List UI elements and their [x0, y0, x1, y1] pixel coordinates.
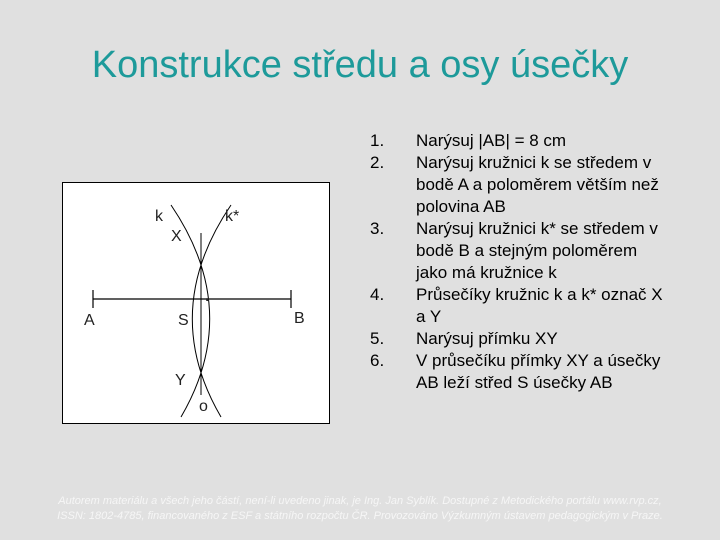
step-text: Narýsuj přímku XY: [416, 329, 558, 348]
label-k: k: [155, 208, 163, 225]
step-item: [370, 218, 670, 284]
label-x: X: [171, 228, 182, 245]
steps-list: [370, 130, 670, 394]
label-b: B: [294, 310, 305, 327]
footer-credits: Autorem materiálu a všech jeho částí, není-li uvedeno jinak, je Ing. Jan Syblík. Dostupné z Metodického portálu www.rvp.cz, ISSN: 1802-4785, financovaného z ESF a státního rozpočtu ČR. Provozováno Výzkumným ústavem pedagogickým v Praze.: [57, 495, 663, 522]
step-number: 1.: [370, 131, 385, 150]
step-number: 5.: [370, 329, 385, 348]
step-number: 2.: [370, 153, 385, 172]
construction-figure: [62, 182, 330, 424]
step-text: Narýsuj kružnici k* se středem v bodě B a stejným poloměrem jako má kružnice k: [416, 219, 658, 282]
circle-k-star-arc: [192, 205, 231, 417]
step-number: 3.: [370, 219, 385, 238]
label-k-star: k*: [225, 208, 240, 225]
step-text: V průsečíku přímky XY a úsečky AB leží střed S úsečky AB: [416, 351, 661, 392]
step-number: 4.: [370, 285, 385, 304]
label-y: Y: [175, 372, 186, 389]
step-text: Průsečíky kružnic k a k* označ X a Y: [416, 285, 663, 326]
step-number: 6.: [370, 351, 385, 370]
label-a: A: [84, 312, 95, 329]
label-o: o: [199, 398, 208, 415]
step-text: Narýsuj kružnici k se středem v bodě A a poloměrem větším než polovina AB: [416, 153, 659, 216]
step-text: Narýsuj |AB| = 8 cm: [416, 131, 567, 150]
step-item: [370, 328, 670, 350]
step-item: [370, 152, 670, 218]
slide-title: Konstrukce středu a osy úsečky: [91, 44, 629, 86]
right-angle-dot: .: [205, 285, 211, 305]
label-s: S: [178, 312, 189, 329]
construction-diagram: [63, 183, 331, 425]
step-item: [370, 130, 670, 152]
step-item: [370, 350, 670, 394]
step-item: [370, 284, 670, 328]
